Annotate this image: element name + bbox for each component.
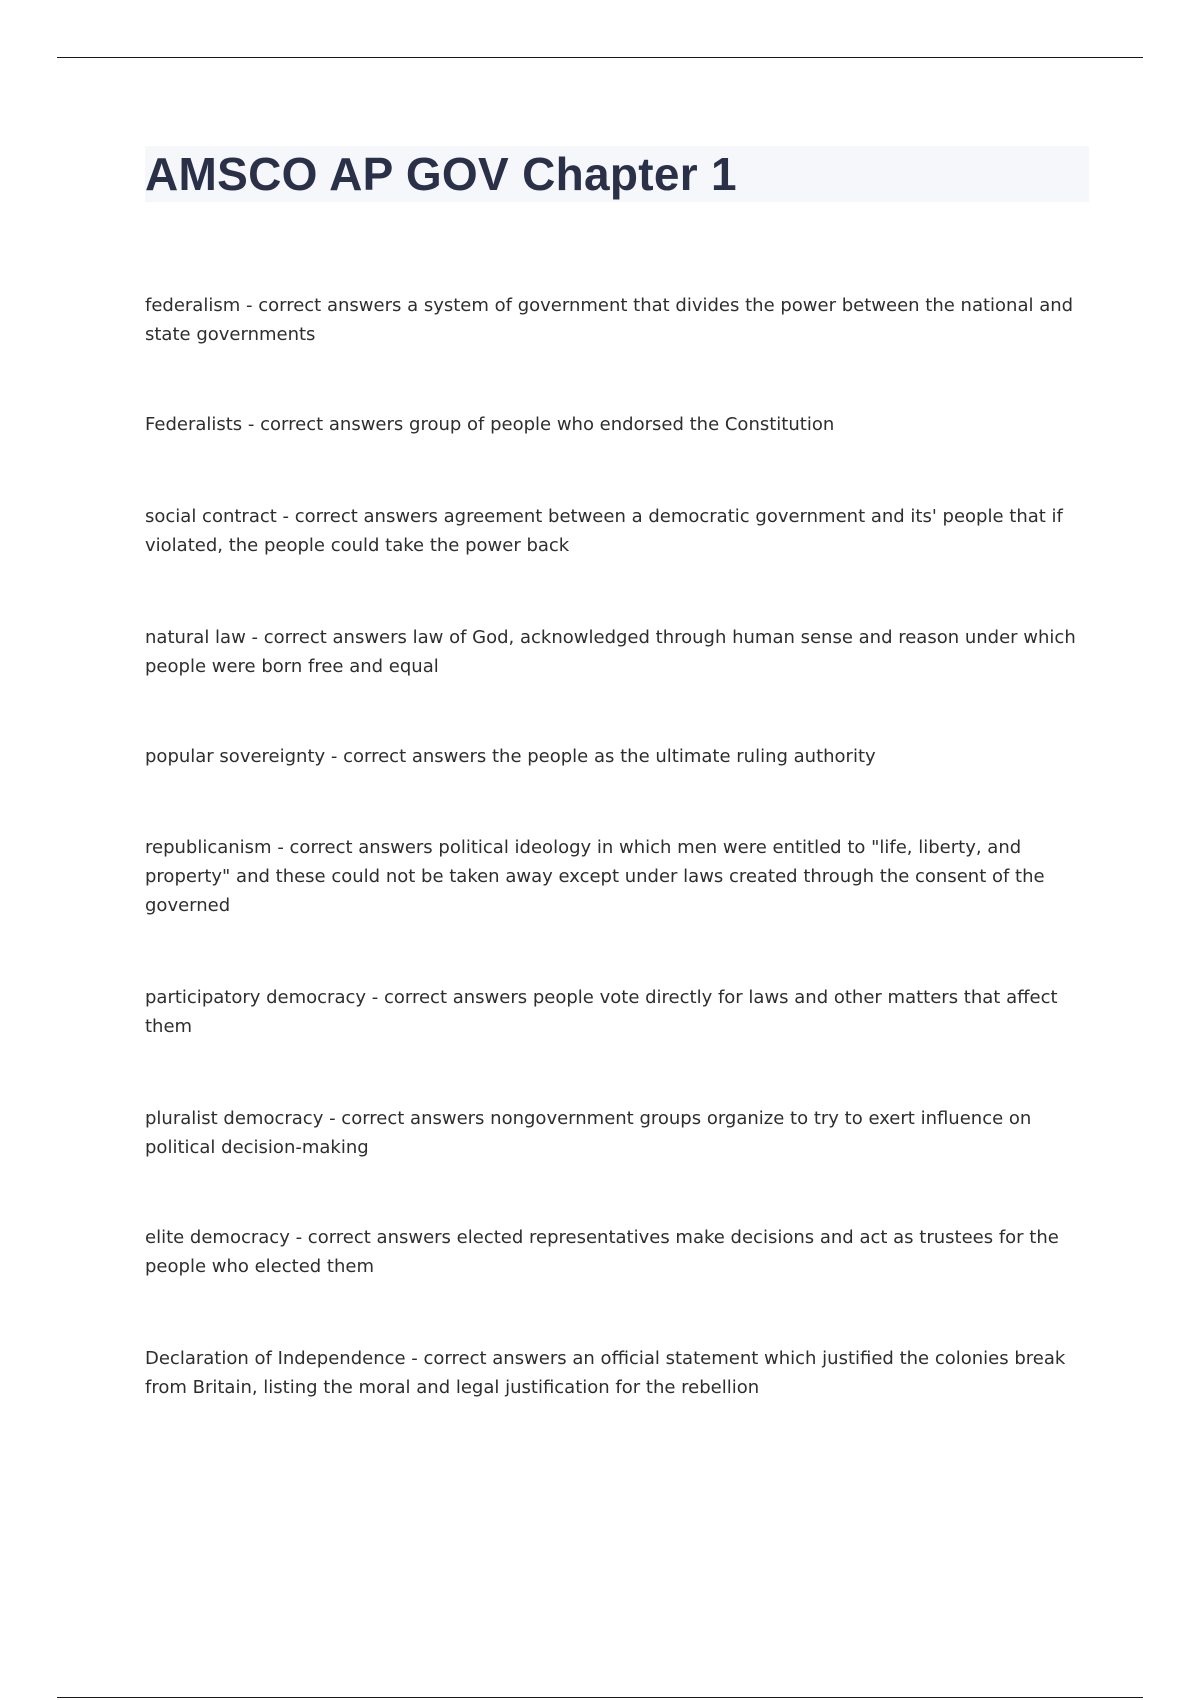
entry-separator: - correct answers xyxy=(289,1227,457,1248)
list-item xyxy=(145,623,1095,681)
entry-definition: group of people who endorsed the Constitution xyxy=(409,414,835,435)
entry-definition: nongovernment groups organize to try to exert influence on political decision-making xyxy=(145,1108,1032,1158)
entry-term: elite democracy xyxy=(145,1227,290,1248)
entry-definition: the people as the ultimate ruling authority xyxy=(491,746,876,767)
entry-term: republicanism xyxy=(145,837,272,858)
entry-term: Declaration of Independence xyxy=(145,1348,406,1369)
entry-definition: law of God, acknowledged through human sense and reason under which people were born free and equal xyxy=(145,627,1076,677)
entry-separator: - correct answers xyxy=(242,414,410,435)
list-item xyxy=(145,1344,1095,1402)
entry-definition: elected representatives make decisions and act as trustees for the people who elected them xyxy=(145,1227,1059,1277)
entry-definition: a system of government that divides the power between the national and state governments xyxy=(145,295,1074,345)
list-item xyxy=(145,291,1095,349)
page-title: AMSCO AP GOV Chapter 1 xyxy=(145,148,737,200)
entry-separator: - correct answers xyxy=(245,627,413,648)
entry-term: federalism xyxy=(145,295,241,316)
bottom-rule xyxy=(57,1697,1143,1698)
entry-term: popular sovereignty xyxy=(145,746,326,767)
entry-separator: - correct answers xyxy=(276,506,444,527)
entry-definition: an official statement which justified the colonies break from Britain, listing the moral and legal justification for the rebellion xyxy=(145,1348,1066,1398)
entry-definition: people vote directly for laws and other matters that affect them xyxy=(145,987,1058,1037)
list-item xyxy=(145,410,1095,439)
entry-definition: political ideology in which men were entitled to "life, liberty, and property" and these could not be taken away except under laws created through the consent of the governed xyxy=(145,837,1045,916)
list-item xyxy=(145,1104,1095,1162)
entry-separator: - correct answers xyxy=(323,1108,491,1129)
entry-definition: agreement between a democratic government and its' people that if violated, the people could take the power back xyxy=(145,506,1063,556)
entry-term: pluralist democracy xyxy=(145,1108,324,1129)
list-item xyxy=(145,502,1095,560)
list-item xyxy=(145,983,1095,1041)
list-item xyxy=(145,833,1095,920)
entry-separator: - correct answers xyxy=(366,987,533,1008)
entry-separator: - correct answers xyxy=(405,1348,573,1369)
entry-separator: - correct answers xyxy=(240,295,408,316)
list-item xyxy=(145,1223,1095,1281)
entry-term: natural law xyxy=(145,627,246,648)
top-rule xyxy=(57,57,1143,58)
entry-separator: - correct answers xyxy=(325,746,492,767)
entry-term: social contract xyxy=(145,506,277,527)
entry-separator: - correct answers xyxy=(271,837,439,858)
list-item xyxy=(145,742,1095,771)
entry-term: Federalists xyxy=(145,414,243,435)
entry-term: participatory democracy xyxy=(145,987,367,1008)
